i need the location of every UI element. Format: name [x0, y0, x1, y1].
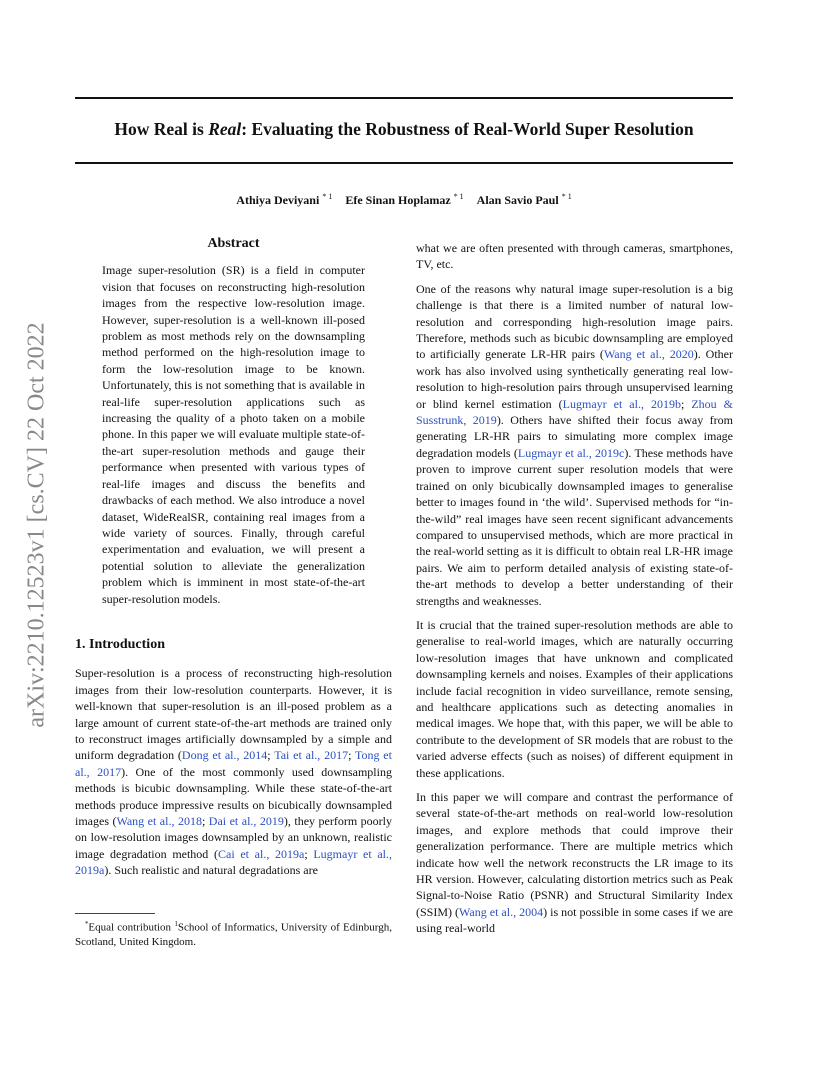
paragraph-text: ) is not possible in some cases if we are using real-world: [416, 904, 733, 936]
paragraph-text: ), they perform poorly on low-resolution images downsampled by an unknown, realistic image degradation method (: [75, 814, 392, 861]
author: [236, 193, 332, 207]
author-name: Efe Sinan Hoplamaz: [345, 193, 451, 207]
author: [477, 193, 572, 207]
citation-link[interactable]: Wang et al., 2018: [116, 814, 202, 828]
paragraph-text: ). These methods have proven to improve current super resolution models that were trained on only bicubically downsampled images to generalise better to images found in ‘the wild’. Supervised methods for “in-the-wild” real images have seen recent significant advancements compared to unsupervised methods, which are more practical in the real-world setting as it is difficult to obtain real LR-HR image pairs. We aim to perform detailed analysis of existing state-of-the-art methods to develop a better understanding of their strengths and weaknesses.: [416, 445, 733, 608]
citation-link[interactable]: Wang et al., 2004: [459, 904, 544, 919]
left-column: [75, 236, 392, 887]
paragraph-text: ;: [267, 748, 275, 763]
footnote-mark: *: [84, 920, 89, 928]
paragraph-text: ;: [304, 846, 314, 861]
body-paragraph: what we are often presented with through cameras, smartphones, TV, etc.: [416, 241, 733, 272]
citation-link[interactable]: Lugmayr et al., 2019b: [562, 396, 681, 411]
abstract-heading: Abstract: [207, 236, 260, 251]
author-name: Athiya Deviyani: [236, 193, 320, 207]
paragraph-text: ). Others have shifted their focus away from generating LR-HR pairs to simulating more complex image degradation models (: [416, 413, 733, 460]
footnote-text: School of Informatics, University of Edinburgh, Scotland, United Kingdom.: [75, 921, 393, 948]
paragraph-text: ;: [680, 396, 692, 411]
title-text-before: How Real is: [114, 119, 209, 139]
paragraph-text: ;: [348, 748, 356, 763]
paragraph-text: ). One of the most commonly used downsampling methods is bicubic downsampling. While these state-of-the-art methods produce impressive results on bicubically downsampled images (: [75, 764, 392, 828]
author-affiliation-mark: * 1: [453, 192, 464, 201]
intro-paragraph: [75, 665, 392, 878]
paragraph-text: One of the reasons why natural image super-resolution is a big challenge is that there is a limited number of natural low-resolution and corresponding high-resolution image pairs. Therefore, methods such as bicubic downsampling are employed to artificially generate LR-HR pairs (: [416, 281, 733, 362]
body-paragraph: It is crucial that the trained super-resolution methods are able to generalise to real-world images, which are naturally occurring low-resolution images that have unknown and complicated downsampling kernels and noises. Examples of their applications include facial recognition in video surveillance, remote sensing, and healthcare applications such as detecting anomalies in medical images. We hope that, with this paper, we will be able to contribute to the development of SR models that are robust to the varied adverse effects (such as noises) of different equipment in these applications.: [416, 617, 733, 780]
right-column: [416, 240, 733, 945]
citation-link[interactable]: Dai et al., 2019: [208, 814, 284, 828]
citation-link[interactable]: Lugmayr et al., 2019c: [517, 445, 625, 460]
citation-link[interactable]: Tai et al., 2017: [274, 748, 349, 763]
arxiv-stamp-text: arXiv:2210.12523v1 [cs.CV] 22 Oct 2022: [23, 322, 50, 728]
footnote: [75, 917, 392, 949]
title-text-emphasis: Real: [208, 119, 242, 139]
author-affiliation-mark: * 1: [322, 192, 333, 201]
footnote-mark: 1: [174, 920, 178, 928]
footnote-rule: [75, 913, 155, 914]
body-paragraph: [416, 789, 733, 937]
title-text-after: : Evaluating the Robustness of Real-World Super Resolution: [241, 119, 694, 139]
author-list: [75, 192, 733, 208]
paragraph-text: Super-resolution is a process of reconstructing high-resolution images from their low-resolution counterparts. However, it is well-known that super-resolution is an ill-posed problem as a large amount of current state-of-the-art methods are trained only to reconstruct images artificially downsampled by a simple and uniform degradation (: [75, 666, 392, 763]
section-heading-introduction: 1. Introduction: [75, 636, 165, 652]
title-top-rule: [75, 97, 733, 99]
abstract-body: Image super-resolution (SR) is a field in computer vision that focuses on reconstructing high-resolution images from the respective low-resolution image. However, super-resolution is a well-known ill-posed problem as most methods rely on the downsampling method performed on the high-resolution image to form the low-resolution image to be known. Unfortunately, this is not something that is available in real-life super-resolution applications such as increasing the quality of a photo taken on a mobile phone. In this paper we will evaluate multiple state-of-the-art super-resolution methods and gauge their performance when presented with various types of real-life images and discuss the benefits and drawbacks of each method. We also introduce a novel dataset, WideRealSR, containing real images from a wide variety of sources. Finally, through careful experimentation and evaluation, we will present a potential solution to alleviate the generalization problem which is imminent in most state-of-the-art super-resolution models.: [102, 263, 365, 606]
citation-link[interactable]: Tong et al., 2017: [75, 748, 392, 779]
citation-link[interactable]: Dong et al., 2014: [181, 748, 268, 763]
paragraph-text: ;: [201, 814, 209, 828]
citation-link[interactable]: Lugmayr et al., 2019a: [75, 846, 393, 878]
citation-link[interactable]: Wang et al., 2020: [603, 347, 694, 362]
paragraph-text: ). Other work has also involved using synthetically generating real low-resolution to high-resolution pairs through unsupervised learning or blind kernel estimation (: [416, 347, 734, 411]
footnote-text: Equal contribution: [88, 921, 175, 934]
author: [345, 193, 463, 207]
author-affiliation-mark: * 1: [561, 192, 572, 201]
author-name: Alan Savio Paul: [476, 193, 559, 207]
citation-link[interactable]: Cai et al., 2019a: [217, 846, 305, 861]
paragraph-text: In this paper we will compare and contrast the performance of several state-of-the-art methods on real-world low-resolution images, and explore methods that could improve their generalization performance. There are multiple metrics which indicate how well the network reconstructs the LR image to its HR version. However, calculating distortion metrics such as Peak Signal-to-Noise Ratio (PSNR) and Structural Similarity Index (SSIM) (: [416, 790, 733, 919]
citation-link[interactable]: Zhou & Susstrunk, 2019: [416, 396, 733, 428]
paragraph-text: ). Such realistic and natural degradations are: [104, 863, 318, 878]
paper-title: [75, 119, 733, 140]
title-bottom-rule: [75, 162, 733, 164]
body-paragraph: [416, 281, 733, 609]
